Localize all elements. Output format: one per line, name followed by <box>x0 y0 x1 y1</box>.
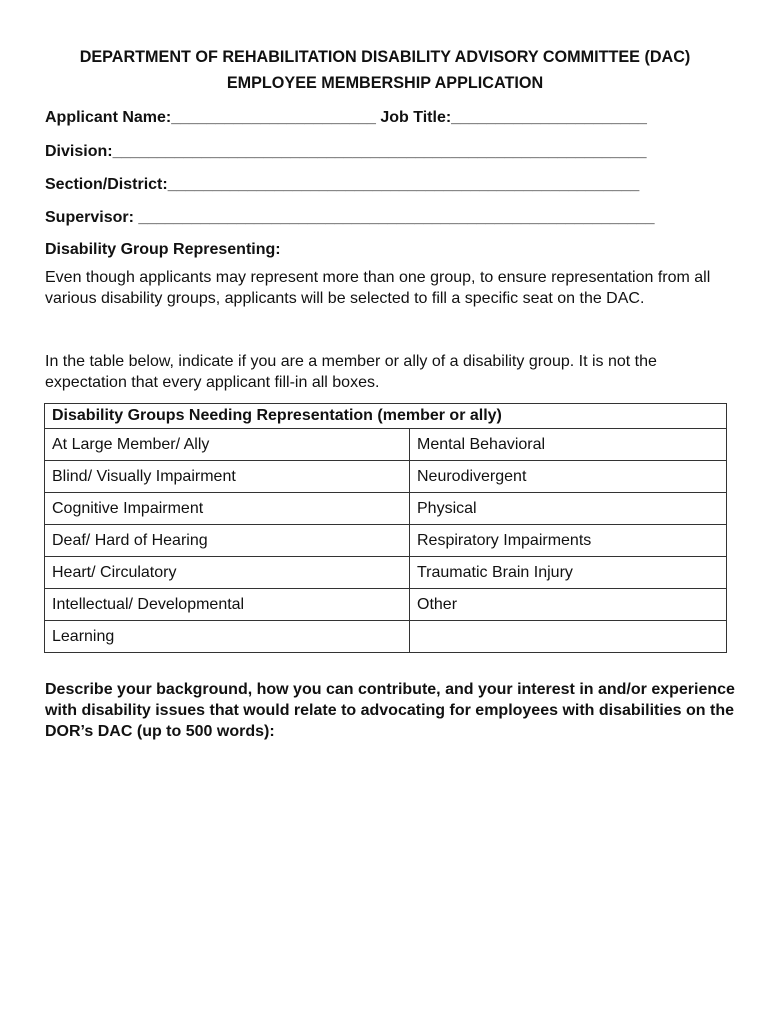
table-header: Disability Groups Needing Representation (member or ally) <box>45 404 727 429</box>
table-row <box>45 461 727 493</box>
table-cell[interactable]: Respiratory Impairments <box>410 525 727 557</box>
disability-groups-table <box>44 403 727 653</box>
table-cell[interactable]: Learning <box>45 621 410 653</box>
table-cell[interactable]: At Large Member/ Ally <box>45 429 410 461</box>
table-instructions: In the table below, indicate if you are a member or ally of a disability group. It is not the expectation that every applicant fill-in all boxes. <box>45 353 657 391</box>
table-cell-empty[interactable] <box>410 621 727 653</box>
table-row <box>45 525 727 557</box>
table-cell[interactable]: Mental Behavioral <box>410 429 727 461</box>
division-field[interactable]: Division:____________________________________________________________ <box>45 143 647 160</box>
table-cell[interactable]: Cognitive Impairment <box>45 493 410 525</box>
table-cell[interactable]: Intellectual/ Developmental <box>45 589 410 621</box>
background-description-prompt: Describe your background, how you can contribute, and your interest in and/or experience with disability issues that would relate to advocating for employees with disabilities on the DOR’s DAC (up to 500 words): <box>45 681 735 740</box>
table-cell[interactable]: Traumatic Brain Injury <box>410 557 727 589</box>
form-subtitle: EMPLOYEE MEMBERSHIP APPLICATION <box>226 74 544 92</box>
table-row <box>45 557 727 589</box>
table-cell[interactable]: Physical <box>410 493 727 525</box>
table-row <box>45 621 727 653</box>
representation-note: Even though applicants may represent more than one group, to ensure representation from all various disability groups, applicants will be selected to fill a specific seat on the DAC. <box>45 269 711 307</box>
applicant-name-job-title-field[interactable]: Applicant Name:_______________________ Job Title:______________________ <box>45 109 647 126</box>
table-row <box>45 493 727 525</box>
disability-group-heading: Disability Group Representing: <box>45 241 281 258</box>
table-row <box>45 429 727 461</box>
table-cell[interactable]: Blind/ Visually Impairment <box>45 461 410 493</box>
section-district-field[interactable]: Section/District:_____________________________________________________ <box>45 176 640 193</box>
table-cell[interactable]: Deaf/ Hard of Hearing <box>45 525 410 557</box>
table-cell[interactable]: Heart/ Circulatory <box>45 557 410 589</box>
form-title: DEPARTMENT OF REHABILITATION DISABILITY ADVISORY COMMITTEE (DAC) <box>79 48 691 66</box>
table-cell[interactable]: Neurodivergent <box>410 461 727 493</box>
table-cell[interactable]: Other <box>410 589 727 621</box>
supervisor-field[interactable]: Supervisor: __________________________________________________________ <box>45 209 655 226</box>
table-row <box>45 589 727 621</box>
